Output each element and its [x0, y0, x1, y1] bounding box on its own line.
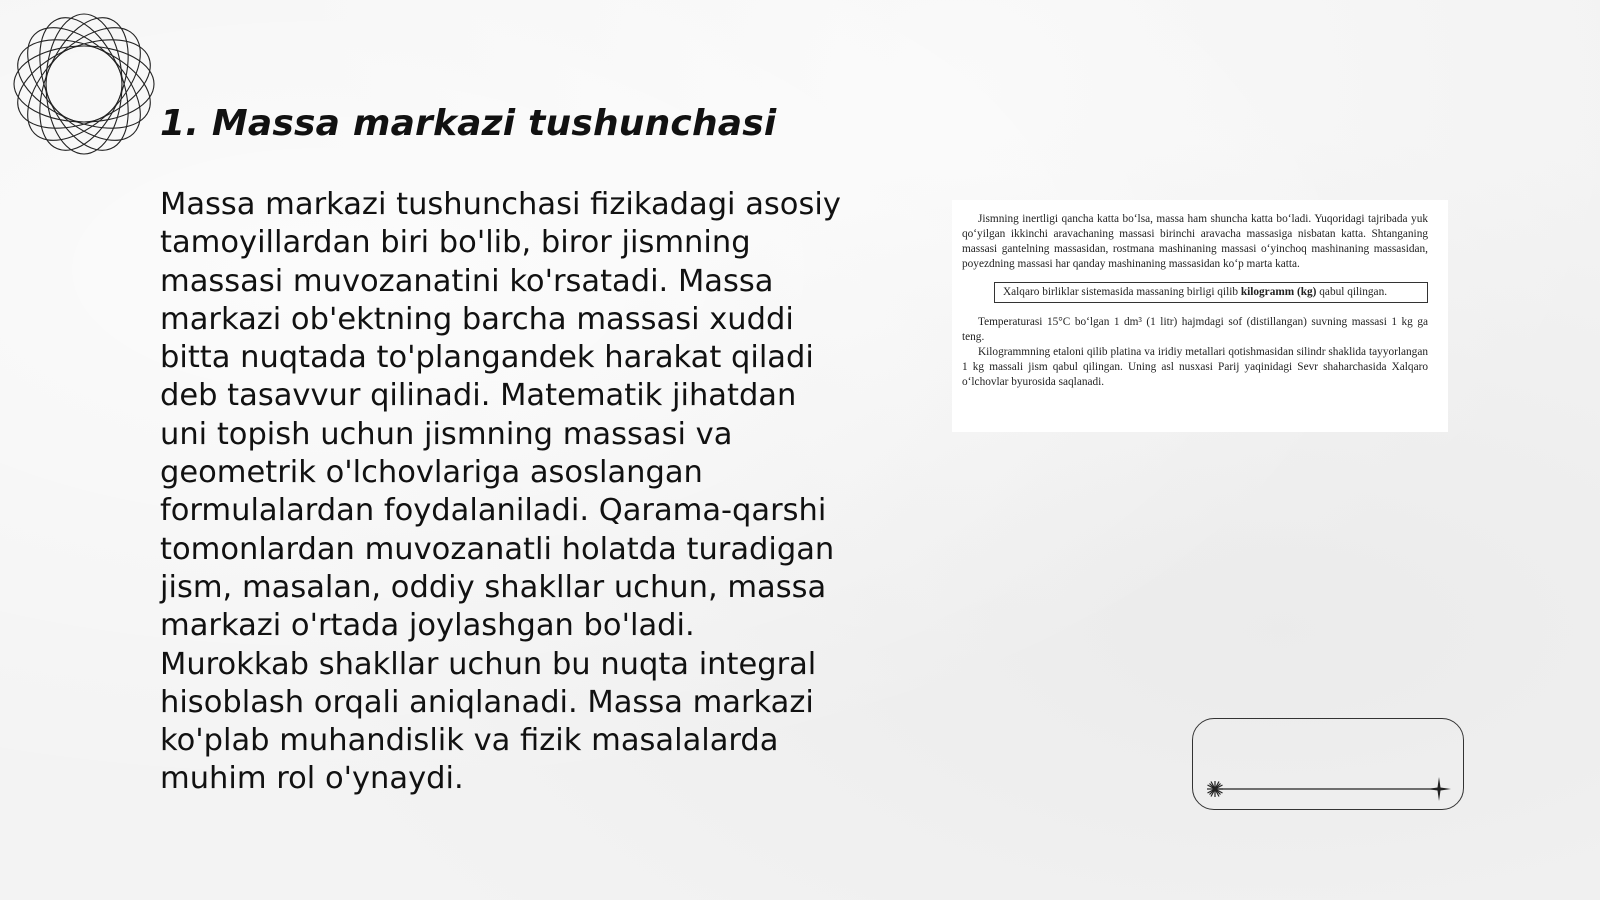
excerpt-definition-box — [994, 282, 1428, 303]
rosette-ellipse — [22, 10, 146, 158]
circle-rosette-icon — [10, 10, 158, 158]
rosette-ellipse — [10, 22, 158, 146]
rosette-ellipse — [14, 46, 154, 122]
textbook-excerpt-image — [952, 200, 1448, 432]
excerpt-box-text-start: Xalqaro birliklar sistemasida massaning birligi qilib — [1003, 286, 1241, 298]
excerpt-paragraph-1: Jismning inertligi qancha katta bo‘lsa, massa ham shuncha katta bo‘ladi. Yuqoridagi tajribada yuk qo‘yilgan ikkinchi aravachaning massasi birinchi aravacha massasiga nisbatan katta. Shtanganing massasi gantelning massasidan, rostmana mashinaning massasi o‘yinchoq mashinaning massasidan, poyezdning massasi har qanday mashinaning massasidan ko‘p marta katta. — [962, 213, 1428, 270]
plus-star-icon — [1427, 777, 1451, 801]
rosette-ellipse — [10, 10, 158, 158]
excerpt-paragraph-3: Kilogrammning etaloni qilib platina va iridiy metallari qotishmasidan silindr shaklida tayyorlangan 1 kg massali jism qabul qilingan. Uning asl nusxasi Parij yaqinidagi Sevr shaharchasida Xalqaro o‘lchovlar byurosida saqlanadi. — [962, 346, 1428, 388]
excerpt-paragraph-2: Temperaturasi 15°C bo‘lgan 1 dm³ (1 litr) hajmdagi sof (distillangan) suvning massasi 1 kg ga teng. — [962, 316, 1428, 343]
rosette-ellipse — [22, 10, 146, 158]
rosette-ellipse — [10, 10, 158, 158]
excerpt-box-text-end: qabul qilingan. — [1316, 286, 1388, 298]
sparkle-icon — [1207, 781, 1223, 797]
slide-title: 1. Massa markazi tushunchasi — [160, 103, 777, 144]
rosette-ellipse — [46, 14, 122, 154]
decorative-line-widget — [1192, 718, 1464, 810]
rosette-ellipse — [10, 22, 158, 146]
rosette-inner-circle — [46, 46, 122, 122]
excerpt-box-bold: kilogramm (kg) — [1240, 286, 1317, 298]
slide-body-text: Massa markazi tushunchasi fizikadagi asosiy tamoyillardan biri bo'lib, biror jismning massasi muvozanatini ko'rsatadi. Massa markazi ob'ektning barcha massasi xuddi bitta nuqtada to'plangandek harakat qiladi deb tasavvur qilinadi. Matematik jihatdan uni topish uchun jismning massasi va geometrik o'lchovlariga asoslangan formulalardan foydalaniladi. Qarama-qarshi tomonlardan muvozanatli holatda turadigan jism, masalan, oddiy shakllar uchun, massa markazi o'rtada joylashgan bo'ladi. Murokkab shakllar uchun bu nuqta integral hisoblash orqali aniqlanadi. Massa markazi ko'plab muhandislik va fizik masalalarda muhim rol o'ynaydi. — [160, 187, 841, 797]
